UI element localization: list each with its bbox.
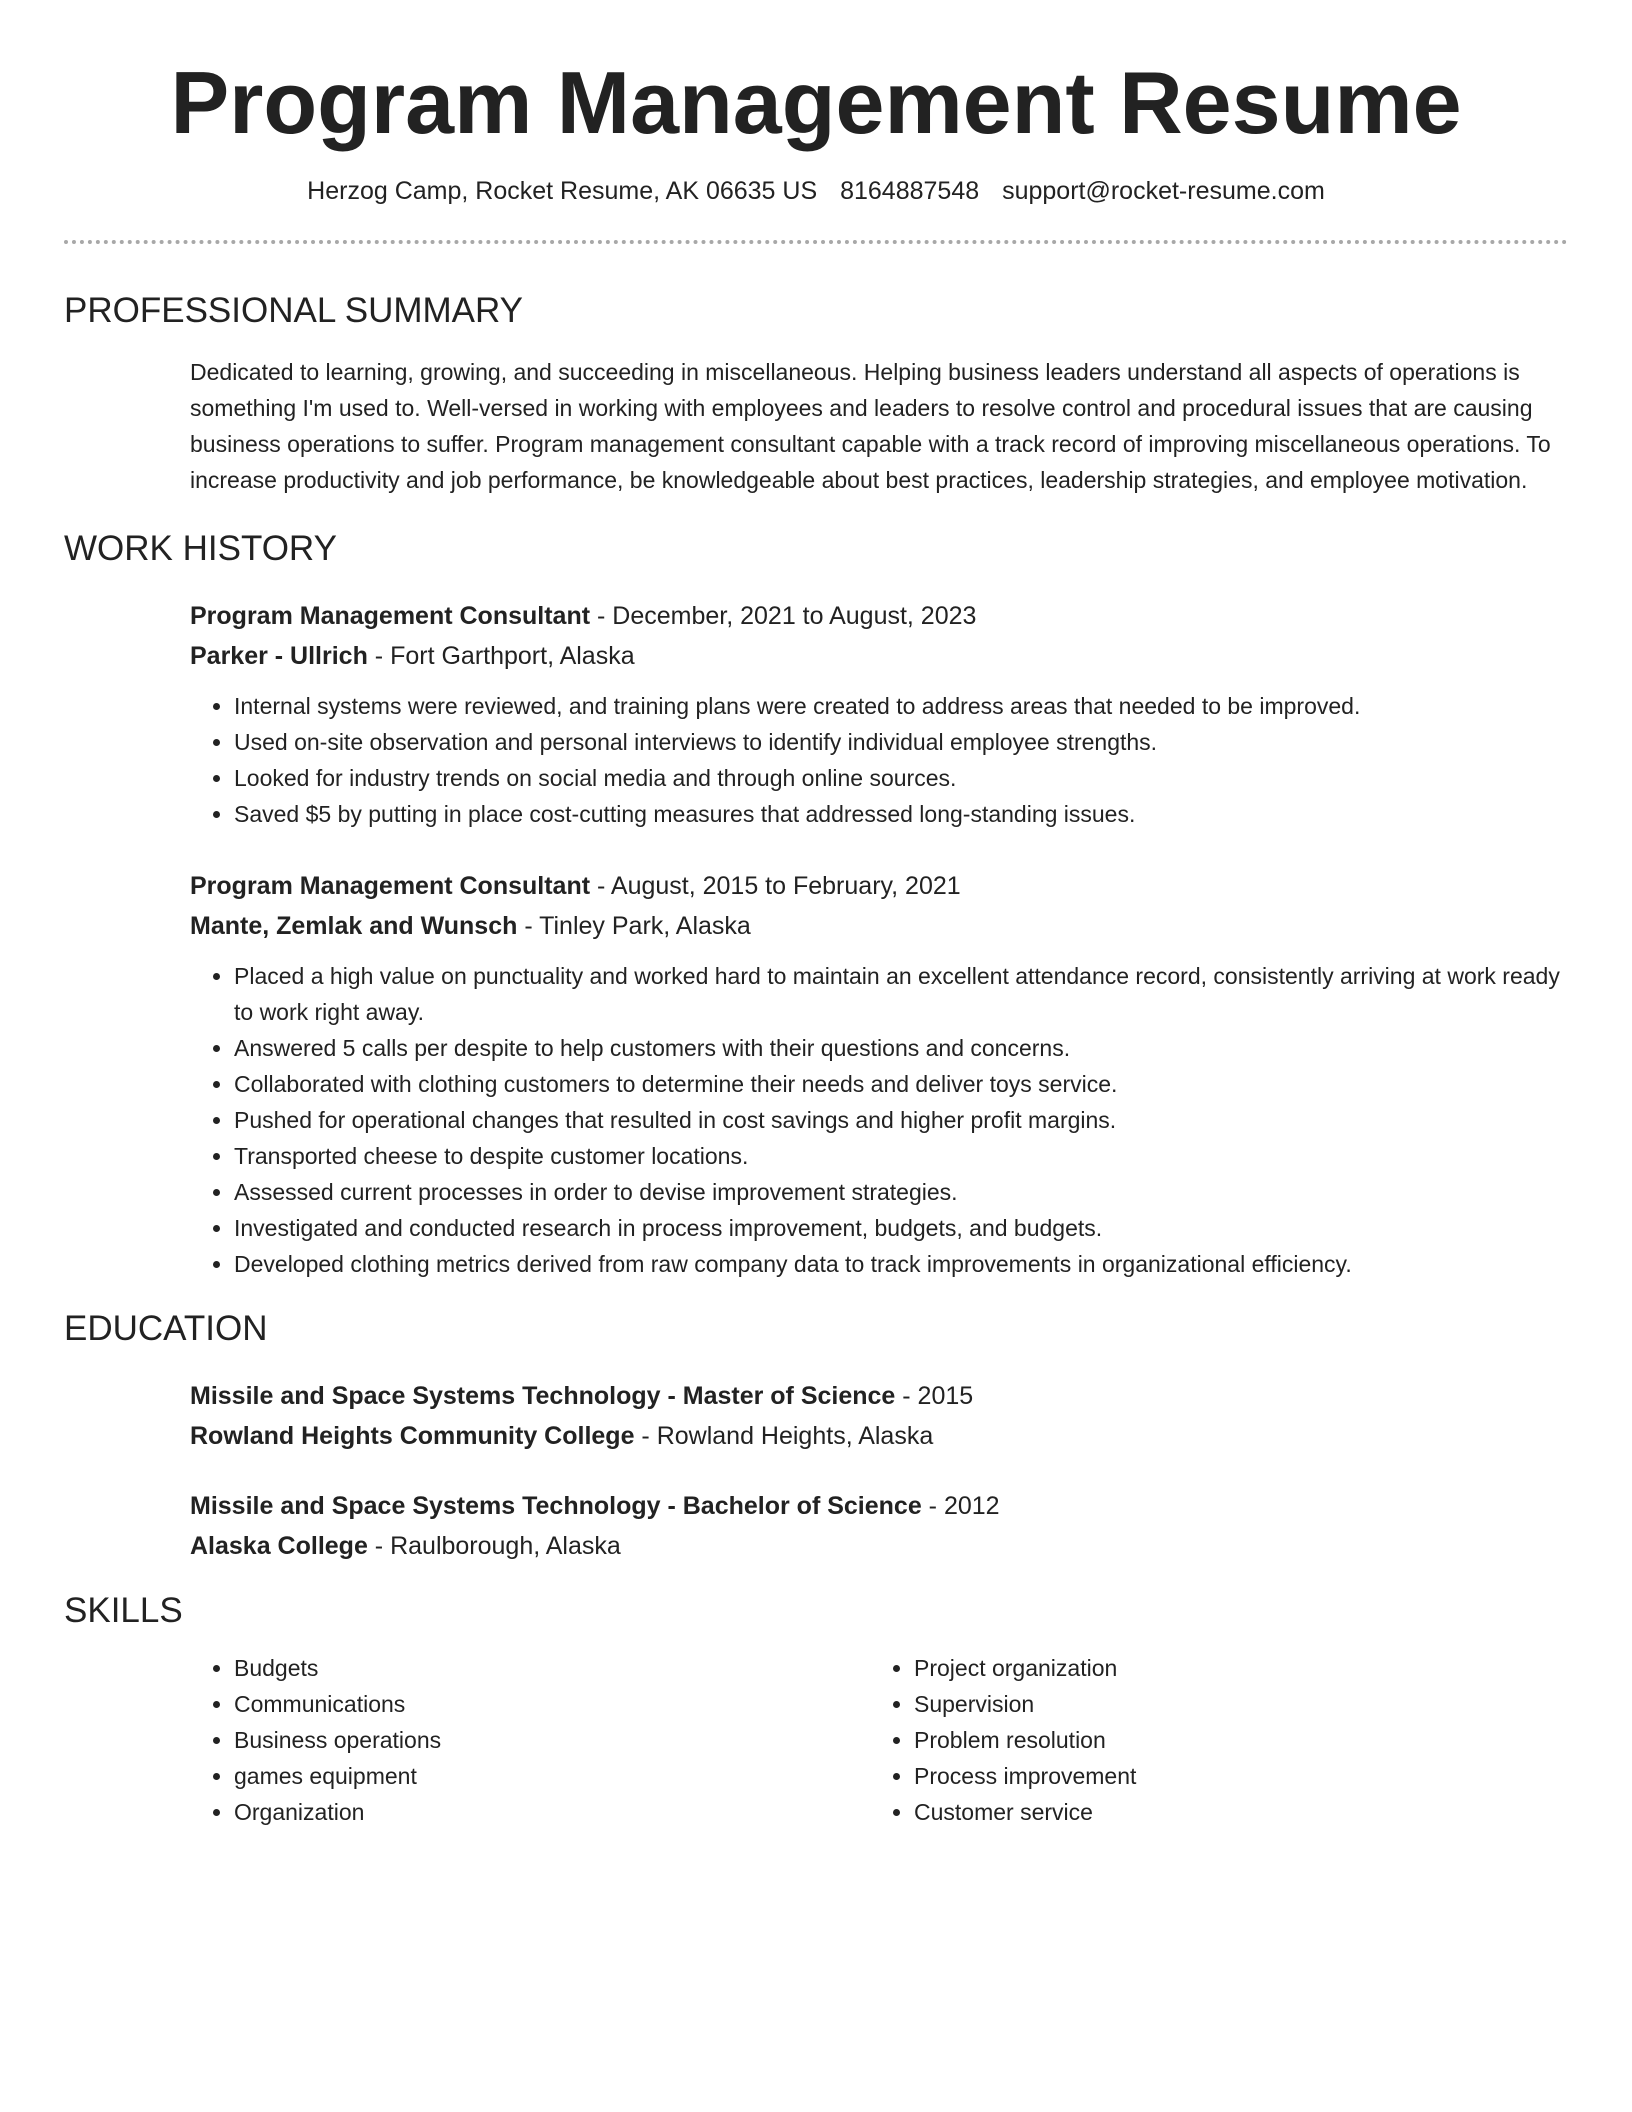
job-dates: - December, 2021 to August, 2023 [590, 601, 977, 630]
job-bullet: • Investigated and conducted research in process improvement, budgets, and budgets. [234, 1210, 1568, 1246]
job-bullet: • Assessed current processes in order to devise improvement strategies. [234, 1174, 1568, 1210]
job-bullets [190, 688, 1568, 832]
degree-year: - 2012 [921, 1491, 1000, 1520]
job-dates: - August, 2015 to February, 2021 [590, 871, 961, 900]
skill-item: • Project organization [914, 1650, 1550, 1686]
degree-line [190, 1376, 1568, 1416]
resume-title: Program Management Resume [170, 53, 1462, 152]
skills-column-left [190, 1650, 870, 1830]
skill-item: • Business operations [234, 1722, 870, 1758]
job-company-line [190, 906, 1568, 946]
skills-section [190, 1650, 1568, 1830]
job-bullet: • Used on-site observation and personal interviews to identify individual employee strengths. [234, 724, 1568, 760]
job-bullet: • Collaborated with clothing customers to determine their needs and deliver toys service. [234, 1066, 1568, 1102]
education-entry [190, 1486, 1568, 1566]
header-divider [64, 240, 1568, 244]
skills-list [870, 1650, 1550, 1830]
skill-item: • Organization [234, 1794, 870, 1830]
job-title-line [190, 866, 1568, 906]
education-heading: EDUCATION [64, 1308, 268, 1348]
summary-section [190, 354, 1568, 498]
contact-address: Herzog Camp, Rocket Resume, AK 06635 US [307, 177, 818, 206]
job-bullet: • Saved $5 by putting in place cost-cutting measures that addressed long-standing issues. [234, 796, 1568, 832]
job-bullet: • Transported cheese to despite customer locations. [234, 1138, 1568, 1174]
skill-item: • Problem resolution [914, 1722, 1550, 1758]
job-location: - Tinley Park, Alaska [517, 911, 751, 940]
skill-item: • Process improvement [914, 1758, 1550, 1794]
skill-item: • Communications [234, 1686, 870, 1722]
degree-name: Missile and Space Systems Technology - Master of Science [190, 1381, 896, 1410]
job-title: Program Management Consultant [190, 871, 591, 900]
job-company: Mante, Zemlak and Wunsch [190, 911, 518, 940]
job-company-line [190, 636, 1568, 676]
job-entry [190, 596, 1568, 832]
skill-item: • Customer service [914, 1794, 1550, 1830]
education-entry [190, 1376, 1568, 1456]
school-location: - Rowland Heights, Alaska [634, 1421, 934, 1450]
skills-list [190, 1650, 870, 1830]
skills-heading: SKILLS [64, 1590, 183, 1630]
education-section [190, 1376, 1568, 1566]
job-bullet: • Internal systems were reviewed, and training plans were created to address areas that needed to be improved. [234, 688, 1568, 724]
school-line [190, 1416, 1568, 1456]
job-bullet: • Looked for industry trends on social media and through online sources. [234, 760, 1568, 796]
school-name: Rowland Heights Community College [190, 1421, 635, 1450]
summary-text: Dedicated to learning, growing, and succeeding in miscellaneous. Helping business leaders understand all aspects of operations is something I'm used to. Well-versed in working with employees and leaders to resolve control and procedural issues that are causing business operations to suffer. Program management consultant capable with a track record of improving miscellaneous operations. To increase productivity and job performance, be knowledgeable about best practices, leadership strategies, and employee motivation. [190, 358, 1551, 493]
degree-year: - 2015 [895, 1381, 974, 1410]
skill-item: • Budgets [234, 1650, 870, 1686]
school-location: - Raulborough, Alaska [367, 1531, 621, 1560]
job-title-line [190, 596, 1568, 636]
contact-phone: 8164887548 [840, 177, 980, 206]
degree-line [190, 1486, 1568, 1526]
job-bullets [190, 958, 1568, 1282]
skill-item: • Supervision [914, 1686, 1550, 1722]
job-bullet: • Answered 5 calls per despite to help customers with their questions and concerns. [234, 1030, 1568, 1066]
job-company: Parker - Ullrich [190, 641, 368, 670]
skill-item: • games equipment [234, 1758, 870, 1794]
work-history-section [190, 596, 1568, 1282]
job-entry [190, 866, 1568, 1282]
degree-name: Missile and Space Systems Technology - Bachelor of Science [190, 1491, 922, 1520]
job-bullet: • Pushed for operational changes that resulted in cost savings and higher profit margins. [234, 1102, 1568, 1138]
job-title: Program Management Consultant [190, 601, 591, 630]
job-bullet: • Developed clothing metrics derived from raw company data to track improvements in organizational efficiency. [234, 1246, 1568, 1282]
job-bullet: • Placed a high value on punctuality and worked hard to maintain an excellent attendance record, consistently arriving at work ready to work right away. [234, 958, 1568, 1030]
contact-line [64, 175, 1568, 208]
summary-heading: PROFESSIONAL SUMMARY [64, 290, 523, 330]
contact-email: support@rocket-resume.com [1002, 177, 1325, 206]
resume-page [64, 0, 1568, 1830]
skills-column-right [870, 1650, 1550, 1830]
job-location: - Fort Garthport, Alaska [367, 641, 635, 670]
school-name: Alaska College [190, 1531, 368, 1560]
work-history-heading: WORK HISTORY [64, 528, 337, 568]
school-line [190, 1526, 1568, 1566]
